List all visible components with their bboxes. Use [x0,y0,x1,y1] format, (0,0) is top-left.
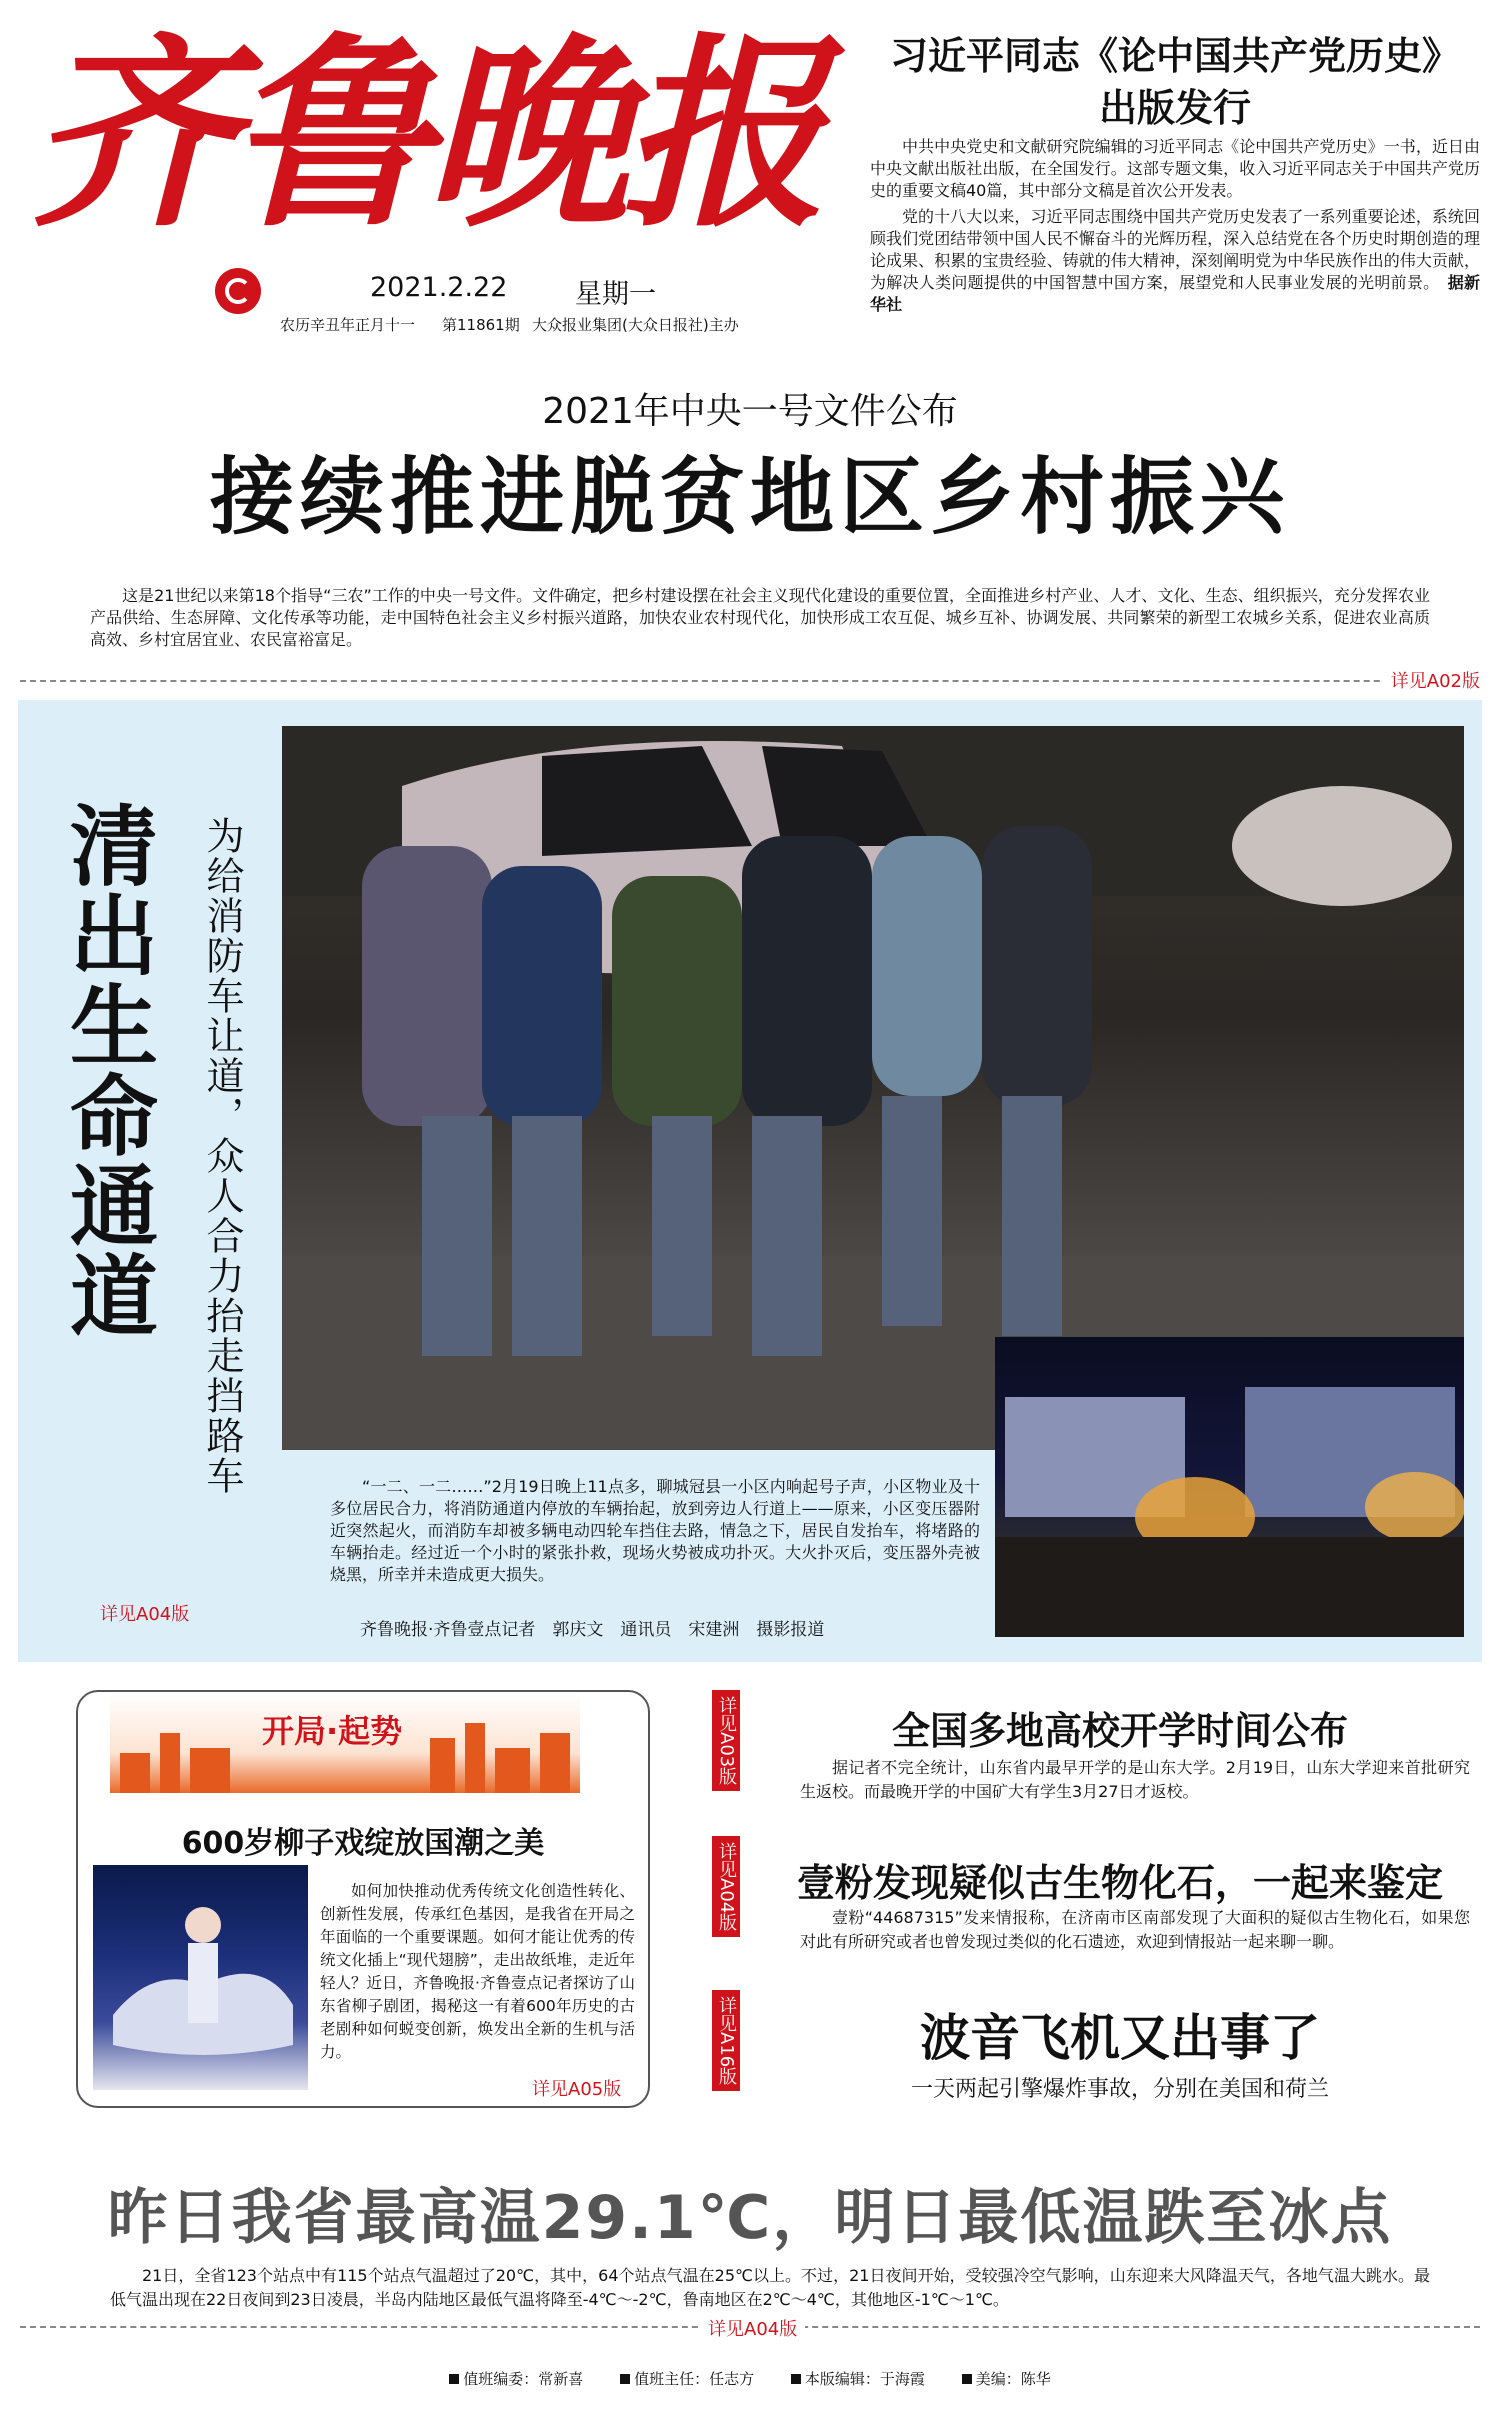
top-story-title-line1: 习近平同志《论中国共产党历史》 [889,34,1460,78]
brief-tag[interactable]: 详见A16版 [712,1990,740,2091]
promo-title[interactable]: 600岁柳子戏绽放国潮之美 [181,1826,545,1861]
top-story-title-line2: 出版发行 [1098,86,1251,130]
promo-body: 如何加快推动优秀传统文化创造性转化、创新性发展，传承红色基因，是我省在开局之年面临的一个重要课题。如何才能让优秀的传统文化插上“现代翅膀”，走出故纸堆，走近年轻人？近日，齐鲁晚报·齐鲁壹点记者探访了山东省柳子剧团，揭秘这一有着600年历史的古老剧种如何蜕变创新，焕发出全新的生机与活力。 [320,1882,635,2061]
publisher: 大众报业集团(大众日报社)主办 [532,316,739,334]
lead-headline[interactable]: 接续推进脱贫地区乡村振兴 [209,448,1290,546]
top-story-body2 [870,206,1480,316]
footer-item: 美编：陈华 [962,2370,1051,2388]
see-page-link[interactable]: 详见A04版 [100,1604,190,1625]
fire-illustration [995,1337,1464,1637]
top-story-body: 中共中央党史和文献研究院编辑的习近平同志《论中国共产党历史》一书，近日由中央文献出版社出版，在全国发行。这部专题文集，收入习近平同志关于中国共产党历史的重要文稿40篇，其中部分文稿是首次公开发表。 [870,137,1480,200]
brief-body: 据记者不完全统计，山东省内最早开学的是山东大学。2月19日，山东大学迎来首批研究生返校。而最晚开学的中国矿大有学生3月27日才返校。 [800,1758,1470,1801]
opera-photo[interactable] [93,1865,308,2090]
fire-photo[interactable] [995,1337,1464,1637]
top-story-title[interactable] [860,30,1490,134]
issue-number: 第11861期 [442,316,520,334]
promo-banner-text: 开局·起势 [262,1712,403,1750]
brief-title[interactable]: 波音飞机又出事了 [920,2009,1320,2067]
brief-body: 壹粉“44687315”发来情报称，在济南市区南部发现了大面积的疑似古生物化石，如果您对此有所研究或者也曾发现过类似的化石遗迹，欢迎到情报站一起来聊一聊。 [800,1908,1470,1951]
see-page-link[interactable]: 详见A05版 [532,2079,622,2100]
opera-illustration [93,1865,308,2090]
footer-item: 值班编委：常新喜 [449,2370,583,2388]
divider [20,680,1480,682]
footer-item: 值班主任：任志方 [620,2370,754,2388]
feature-caption: “一二、一二……”2月19日晚上11点多，聊城冠县一小区内响起号子声，小区物业及十多位居民合力，将消防通道内停放的车辆抬起，放到旁边人行道上——原来，小区变压器附近突然起火，而消防车却被多辆电动四轮车挡住去路，情急之下，居民自发抬车，将堵路的车辆抬走。经过近一个小时的紧张扑救，现场火势被成功扑灭。大火扑灭后，变压器外壳被烧黑，所幸并未造成更大损失。 [330,1477,980,1584]
brief-tag[interactable]: 详见A03版 [712,1690,740,1791]
brief-tag[interactable]: 详见A04版 [712,1836,740,1937]
weather-headline[interactable]: 昨日我省最高温29.1℃，明日最低温跌至冰点 [107,2183,1393,2253]
emblem-icon [215,268,261,314]
lead-kicker: 2021年中央一号文件公布 [542,391,958,432]
brief-subtitle: 一天两起引擎爆炸事故，分别在美国和荷兰 [910,2077,1329,2102]
top-story-body2-text: 党的十八大以来，习近平同志围绕中国共产党历史发表了一系列重要论述，系统回顾我们党团结带领中国人民不懈奋斗的光辉历程，深入总结党在各个历史时期创造的理论成果、积累的宝贵经验、铸就的伟大精神，深刻阐明党为中华民族作出的伟大贡献，为解决人类问题提供的中国智慧中国方案，展望党和人民事业发展的光明前景。 [870,207,1480,292]
brief-title[interactable]: 全国多地高校开学时间公布 [891,1709,1348,1753]
brief-title[interactable]: 壹粉发现疑似古生物化石，一起来鉴定 [796,1861,1443,1905]
footer-credits [0,2368,1500,2389]
footer-item: 本版编辑：于海霞 [791,2370,925,2388]
feature-credits: 齐鲁晚报·齐鲁壹点记者 郭庆文 通讯员 宋建洲 摄影报道 [360,1620,825,1640]
lead-body: 这是21世纪以来第18个指导“三农”工作的中央一号文件。文件确定，把乡村建设摆在社会主义现代化建设的重要位置，全面推进乡村产业、人才、文化、生态、组织振兴，充分发挥农业产品供给、生态屏障、文化传承等功能，走中国特色社会主义乡村振兴道路，加快农业农村现代化，加快形成工农互促、城乡互补、协调发展、共同繁荣的新型工农城乡关系，促进农业高质高效、乡村宜居宜业、农民富裕富足。 [90,586,1430,649]
weather-body: 21日，全省123个站点中有115个站点气温超过了20℃，其中，64个站点气温在25℃以上。不过，21日夜间开始，受较强冷空气影响，山东迎来大风降温天气，各地气温大跳水。最低气温出现在22日夜间到23日凌晨，半岛内陆地区最低气温将降至-4℃～-2℃，鲁南地区在2℃～4℃，其他地区-1℃～1℃。 [110,2266,1430,2309]
feature-subtitle: 为给消防车让道，众人合力抬走挡路车 [200,816,244,1496]
see-page-link[interactable]: 详见A04版 [700,2315,805,2341]
logo-text: 齐鲁晚报 [30,15,818,255]
issue-weekday: 星期一 [575,279,656,310]
lunar-date: 农历辛丑年正月十一 [280,316,416,334]
newspaper-logo [20,10,880,300]
see-page-link[interactable]: 详见A02版 [1383,667,1480,693]
issue-date: 2021.2.22 [370,272,508,303]
feature-title[interactable]: 清出生命通道 [56,800,159,1340]
top-story-source: 据新华社 [870,273,1480,314]
